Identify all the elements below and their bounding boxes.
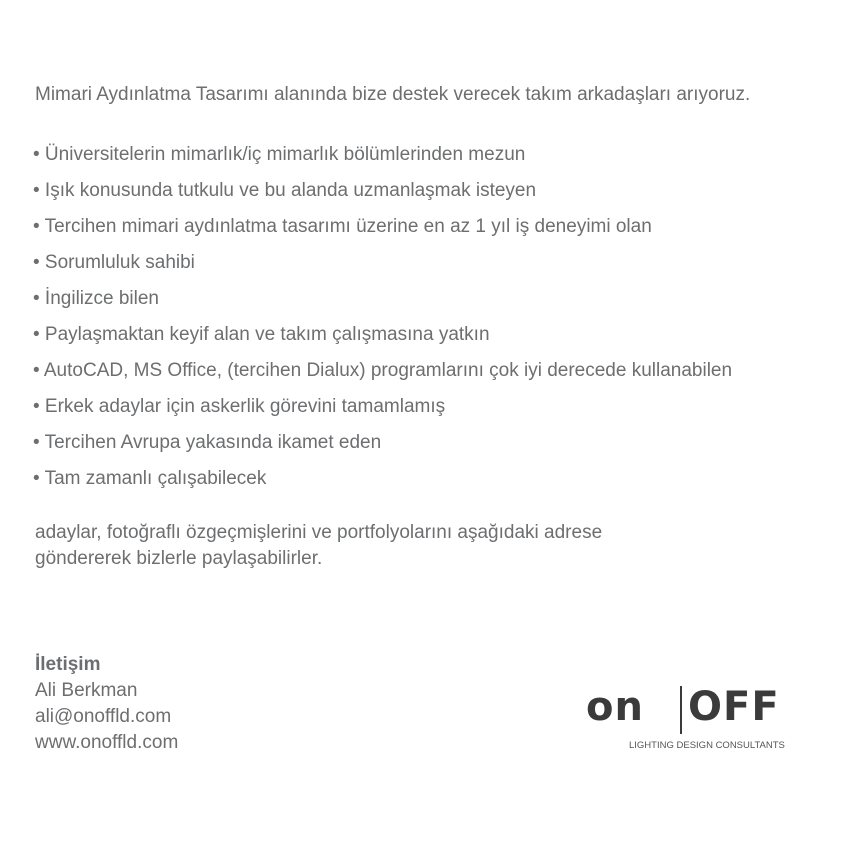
list-item: • İngilizce bilen [33,288,159,309]
list-item: • Erkek adaylar için askerlik görevini tamamlamış [33,396,446,417]
contact-block [35,652,178,756]
list-item: • Tercihen Avrupa yakasında ikamet eden [33,432,382,453]
outro-text: adaylar, fotoğraflı özgeçmişlerini ve portfolyolarını aşağıdaki adrese göndererek bizlerle paylaşabilirler. [35,522,603,569]
intro-text: Mimari Aydınlatma Tasarımı alanında bize destek verecek takım arkadaşları arıyoruz. [35,84,751,105]
list-item: • Işık konusunda tutkulu ve bu alanda uzmanlaşmak isteyen [33,180,537,201]
list-item: • Üniversitelerin mimarlık/iç mimarlık bölümlerinden mezun [33,144,526,165]
logo-tagline: LIGHTING DESIGN CONSULTANTS [629,740,785,751]
list-item: • Sorumluluk sahibi [33,252,195,273]
list-item: • AutoCAD, MS Office, (tercihen Dialux) programlarını çok iyi derecede kullanabilen [33,360,733,381]
list-item: • Tam zamanlı çalışabilecek [33,468,267,489]
contact-email-link[interactable]: ali@onoffld.com [35,706,172,727]
list-item: • Paylaşmaktan keyif alan ve takım çalışmasına yatkın [33,324,490,345]
logo-on-word: on [586,684,644,730]
onoff-logo [586,684,796,754]
logo-divider [680,686,682,734]
requirements-list [33,141,732,501]
contact-heading: İletişim [35,654,101,675]
list-item: • Tercihen mimari aydınlatma tasarımı üzerine en az 1 yıl iş deneyimi olan [33,216,652,237]
logo-off-word: OFF [688,684,780,730]
contact-website-link[interactable]: www.onoffld.com [35,732,179,753]
contact-name: Ali Berkman [35,680,138,701]
